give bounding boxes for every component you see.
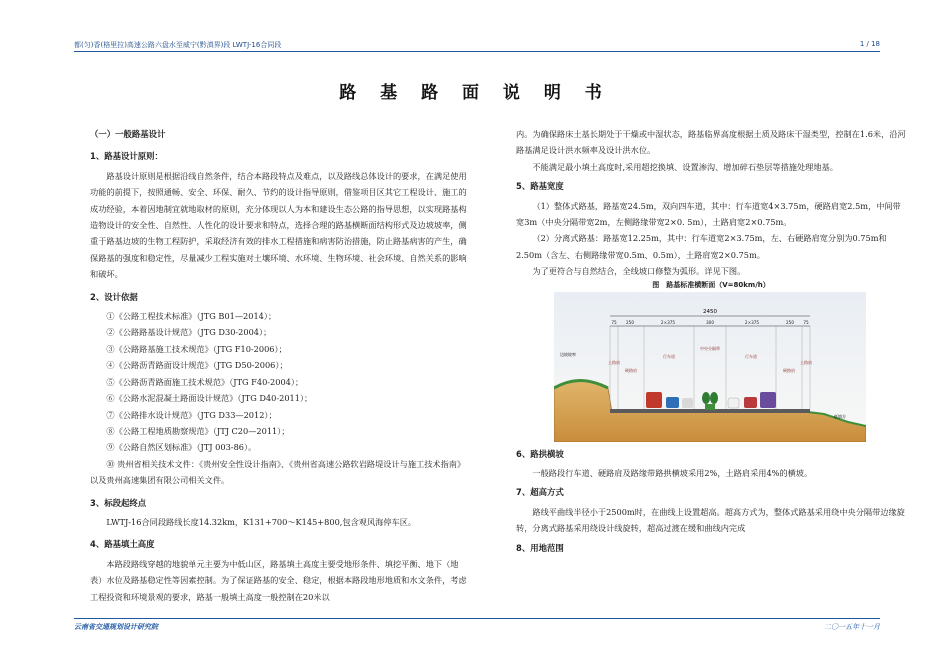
- subsection-heading: 6、路拱横坡: [516, 448, 564, 459]
- subsection-heading: 3、标段起终点: [90, 497, 147, 508]
- reference-item: ①《公路工程技术标准》（JTG B01—2014）；: [106, 311, 277, 322]
- right-note: 低填方: [834, 413, 846, 419]
- paragraph: 一般路段行车道、硬路肩及路缘带路拱横坡采用2%，土路肩采用4%的横坡。: [532, 468, 813, 479]
- reference-item: ⑨《公路自然区划标准》（JTJ 003-86）。: [106, 442, 257, 453]
- subsection-heading: 2、设计依据: [90, 291, 138, 302]
- document-date: 二〇一五年十一月: [824, 623, 880, 631]
- car-icon: [682, 398, 693, 408]
- right-column: [516, 126, 906, 559]
- zone-label: 行车道: [663, 353, 675, 359]
- segment-label: 250: [626, 319, 634, 325]
- car-icon: [744, 397, 757, 408]
- segment-label: 2×375: [660, 319, 676, 325]
- zone-label: 土路肩: [608, 359, 620, 365]
- paragraph: LWTJ-16合同段路线长度14.32km，K131+700～K145+800,包含观风海停车区。: [106, 516, 417, 527]
- subsection-heading: 5、路基宽度: [516, 181, 564, 192]
- paragraph: 内。为确保路床土基长期处于干燥或中湿状态，路基临界高度根据土质及路床干湿类型，控制在1.6米，沿河路基满足设计洪水频率及设计洪水位。: [516, 129, 906, 156]
- total-width-label: 2450: [703, 308, 717, 315]
- zone-label: 行车道: [745, 353, 757, 359]
- zone-label: 土路肩: [800, 359, 812, 365]
- median-strip: [705, 404, 715, 410]
- zone-label: 硬路肩: [783, 367, 795, 373]
- cross-section-figure: [554, 292, 866, 442]
- subsection-heading: 1、路基设计原则：: [90, 151, 163, 162]
- document-title: 路 基 路 面 说 明 书: [339, 83, 611, 103]
- zone-label: 中央分隔带: [700, 345, 720, 351]
- subsection-heading: 7、超高方式: [516, 487, 564, 498]
- segment-label: 250: [786, 319, 794, 325]
- paragraph: 路基设计原则是根据沿线自然条件，结合本路段特点及难点，以及路线总体设计的要求，在满足使用功能的前提下，按照通畅、安全、环保、耐久、节约的设计指导原则，借鉴项目区其它工程设计、施工的成功经验，本着因地制宜就地取材的原则，充分体现以人为本和建设生态公路的指导思想，以实现路基构造物设计的安全性、自然性、人性化的设计要求和特点，选择合理的路基横断面结构形式及边坡坡率，侧重于路基边坡的生物工程防护，采取经济有效的排水工程措施和病害防治措施，防止路基病害的产生，确保路基的强度和稳定性，尽量减少工程实施对土壤环境、水环境、生物环境、社会环境、自然关系的影响和破坏。: [90, 170, 467, 280]
- segment-label: 2×375: [744, 319, 760, 325]
- segment-label: 75: [611, 319, 617, 325]
- left-column: [90, 126, 470, 605]
- paragraph: 路线平曲线半径小于2500m时，在曲线上设置超高。超高方式为，整体式路基采用绕中央分隔带边缘旋转，分离式路基采用绕设计线旋转，超高过渡在缓和曲线内完成: [516, 506, 905, 534]
- truck-icon: [760, 392, 776, 408]
- subsection-heading: 4、路基填土高度: [90, 539, 155, 550]
- cross-section-drawing: [554, 292, 866, 442]
- car-icon: [666, 397, 679, 408]
- reference-item: ⑤《公路沥青路面施工技术规范》（JTG F40-2004）；: [106, 376, 304, 387]
- zone-label: 硬路肩: [625, 367, 637, 373]
- figure-caption: 图 路基标准横断面（V=80km/h）: [652, 280, 770, 289]
- paragraph: （2）分离式路基：路基宽12.25m，其中：行车道宽2×3.75m，左、右硬路肩宽分别为0.75m和2.50m（含左、右侧路缘带宽0.5m、0.5m），土路肩宽2×0.75m。: [516, 233, 887, 260]
- reference-item: ④《公路沥青路面设计规范》（JTG D50-2006）；: [106, 360, 288, 371]
- reference-item: ⑧《公路工程地质勘察规范》（JTJ C20—2011）；: [106, 425, 290, 436]
- car-icon: [728, 398, 739, 408]
- subsection-heading: 8、用地范围: [516, 542, 564, 553]
- reference-item: ③《公路路基施工技术规范》（JTG F10-2006）；: [106, 343, 287, 354]
- paragraph: 不能满足最小填土高度时,采用超挖换填、设置渗沟、增加碎石垫层等措施处理地基。: [532, 161, 838, 172]
- reference-item: ⑦《公路排水设计规范》（JTG D33—2012）；: [106, 409, 277, 420]
- section-heading: （一）一般路基设计: [90, 129, 166, 139]
- project-name: 都(匀)香(格里拉)高速公路六盘水至威宁(黔滇界)段 LWTJ-16合同段: [74, 41, 282, 49]
- paragraph: 为了更符合与自然结合，全线坡口修整为弧形。详见下图。: [532, 266, 746, 277]
- reference-item: ⑥《公路水泥混凝土路面设计规范》（JTG D40-2011）；: [106, 393, 313, 404]
- reference-item: ②《公路路基设计规范》（JTG D30-2004）；: [106, 327, 272, 338]
- organization-name: 云南省交通规划设计研究院: [74, 622, 158, 631]
- header-rule: [74, 51, 880, 52]
- footer-rule: [74, 618, 880, 619]
- segment-label: 300: [706, 319, 714, 325]
- paragraph: 本路段路线穿越的地貌单元主要为中低山区，路基填土高度主要受地形条件、填挖平衡、地下（地表）水位及路基稳定性等因素控制。为了保证路基的安全、稳定，根据本路段地形地质和水文条件，考虑工程投资和环境景观的要求，路基一般填土高度一般控制在20米以: [90, 558, 467, 602]
- paragraph: （1）整体式路基，路基宽24.5m，双向四车道，其中：行车道宽4×3.75m，硬路肩宽2.5m，中间带宽3m（中央分隔带宽2m，左侧路缘带宽2×0. 5m），土路肩宽2×0.75m。: [516, 200, 901, 228]
- reference-item: ⑩ 贵州省相关技术文件：《贵州安全性设计指南》、《贵州省高速公路软岩路堤设计与施工技术指南》以及贵州高速集团有限公司相关文件。: [90, 458, 466, 486]
- reference-list: [90, 308, 470, 488]
- left-note: 边坡坡率: [560, 351, 576, 357]
- truck-icon: [646, 392, 662, 408]
- segment-label: 75: [803, 319, 809, 325]
- page-number: 1 / 18: [859, 40, 880, 48]
